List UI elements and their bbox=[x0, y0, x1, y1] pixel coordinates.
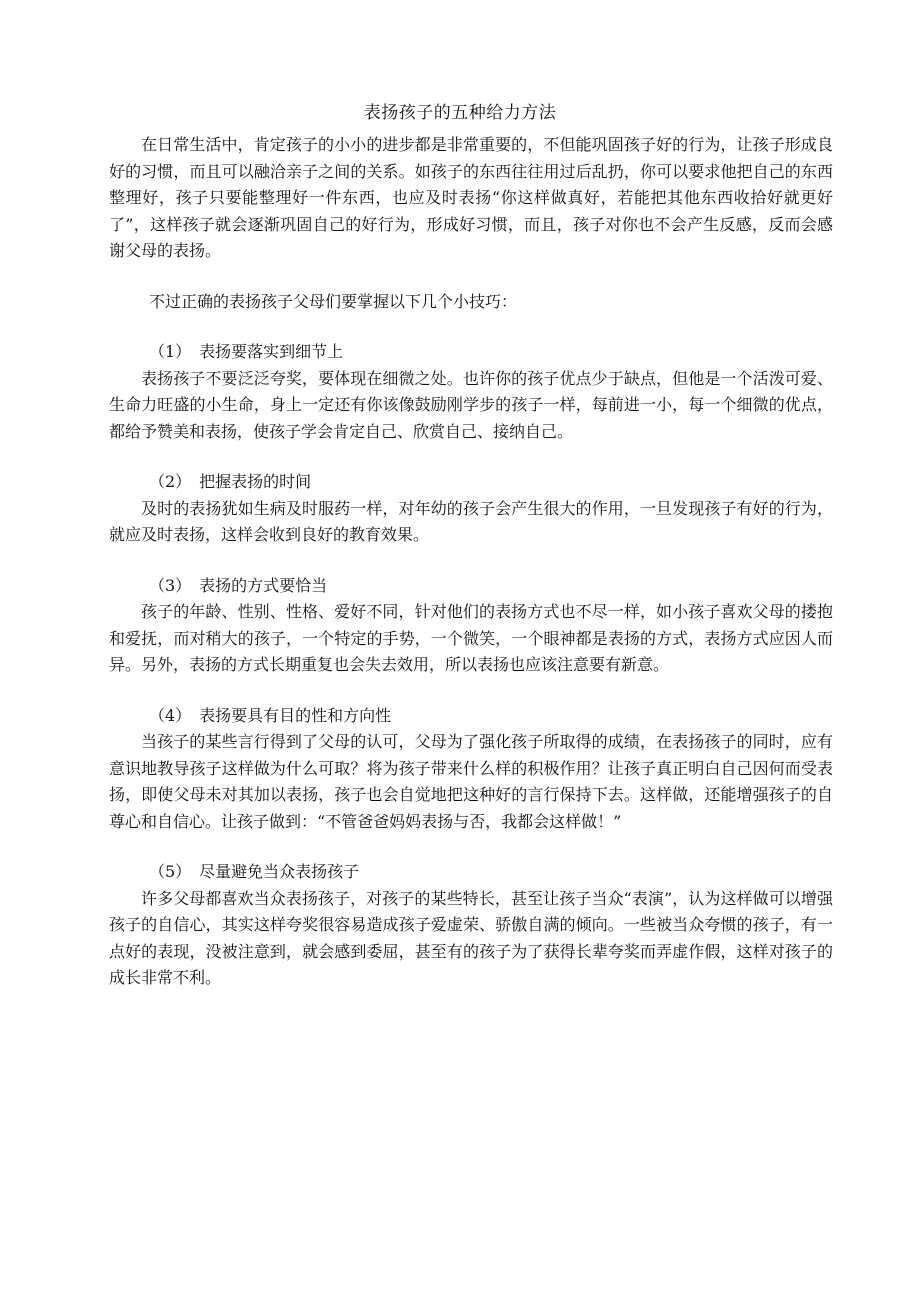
section-heading-2: （2） 把握表扬的时间 bbox=[149, 472, 312, 491]
section-heading-5: （5） 尽量避免当众表扬孩子 bbox=[149, 862, 360, 881]
lead-paragraph: 不过正确的表扬孩子父母们要掌握以下几个小技巧： bbox=[149, 291, 518, 311]
section-heading-4: （4） 表扬要具有目的性和方向性 bbox=[149, 705, 392, 725]
section-text-5: 许多父母都喜欢当众表扬孩子，对孩子的某些特长，甚至让孩子当众“表演”，认为这样做可以增强孩子的自信心，其实这样夸奖很容易造成孩子爱虚荣、骄傲自满的倾向。一些被当众夸惯的孩子，有一点好的表现，没被注意到，就会感到委屈，甚至有的孩子为了获得长辈夸奖而弄虚作假，这样对孩子的成长非常不利。 bbox=[109, 888, 833, 987]
section-text-4: 当孩子的某些言行得到了父母的认可，父母为了强化孩子所取得的成绩，在表扬孩子的同时，应有意识地教导孩子这样做为什么可取？将为孩子带来什么样的积极作用？让孩子真正明白自己因何而受表扬，即使父母未对其加以表扬，孩子也会自觉地把这种好的言行保持下去。这样做，还能增强孩子的自尊心和自信心。让孩子做到：“不管爸爸妈妈表扬与否，我都会这样做！” bbox=[109, 732, 833, 831]
document-title: 表扬孩子的五种给力方法 bbox=[363, 103, 557, 123]
intro-paragraph: 在日常生活中，肯定孩子的小小的进步都是非常重要的，不但能巩固孩子好的行为，让孩子形成良好的习惯，而且可以融洽亲子之间的关系。如孩子的东西往往用过后乱扔，你可以要求他把自己的东西整理好，孩子只要能整理好一件东西，也应及时表扬“你这样做真好，若能把其他东西收拾好就更好了”，这样孩子就会逐渐巩固自己的好行为，形成好习惯，而且，孩子对你也不会产生反感，反而会感谢父母的表扬。 bbox=[109, 135, 833, 260]
section-heading-1: （1） 表扬要落实到细节上 bbox=[149, 342, 344, 361]
spacer bbox=[109, 549, 833, 573]
spacer bbox=[109, 835, 833, 859]
section-text-2: 及时的表扬犹如生病及时服药一样，对年幼的孩子会产生很大的作用，一旦发现孩子有好的行为，就应及时表扬，这样会收到良好的教育效果。 bbox=[109, 498, 833, 544]
spacer bbox=[109, 679, 833, 703]
section-text-1: 表扬孩子不要泛泛夸奖，要体现在细微之处。也许你的孩子优点少于缺点，但他是一个活泼可爱、生命力旺盛的小生命，身上一定还有你该像鼓励刚学步的孩子一样，每前进一小，每一个细微的优点，都给予赞美和表扬，使孩子学会肯定自己、欣赏自己、接纳自己。 bbox=[109, 368, 833, 441]
spacer bbox=[109, 315, 833, 339]
document-body bbox=[109, 132, 833, 992]
spacer bbox=[109, 265, 833, 289]
section-text-3: 孩子的年龄、性别、性格、爱好不同，针对他们的表扬方式也不尽一样，如小孩子喜欢父母的搂抱和爱抚，而对稍大的孩子，一个特定的手势，一个微笑，一个眼神都是表扬的方式，表扬方式应因人而异。另外，表扬的方式长期重复也会失去效用，所以表扬也应该注意要有新意。 bbox=[109, 602, 833, 674]
section-heading-3: （3） 表扬的方式要恰当 bbox=[149, 575, 328, 595]
spacer bbox=[109, 445, 833, 469]
